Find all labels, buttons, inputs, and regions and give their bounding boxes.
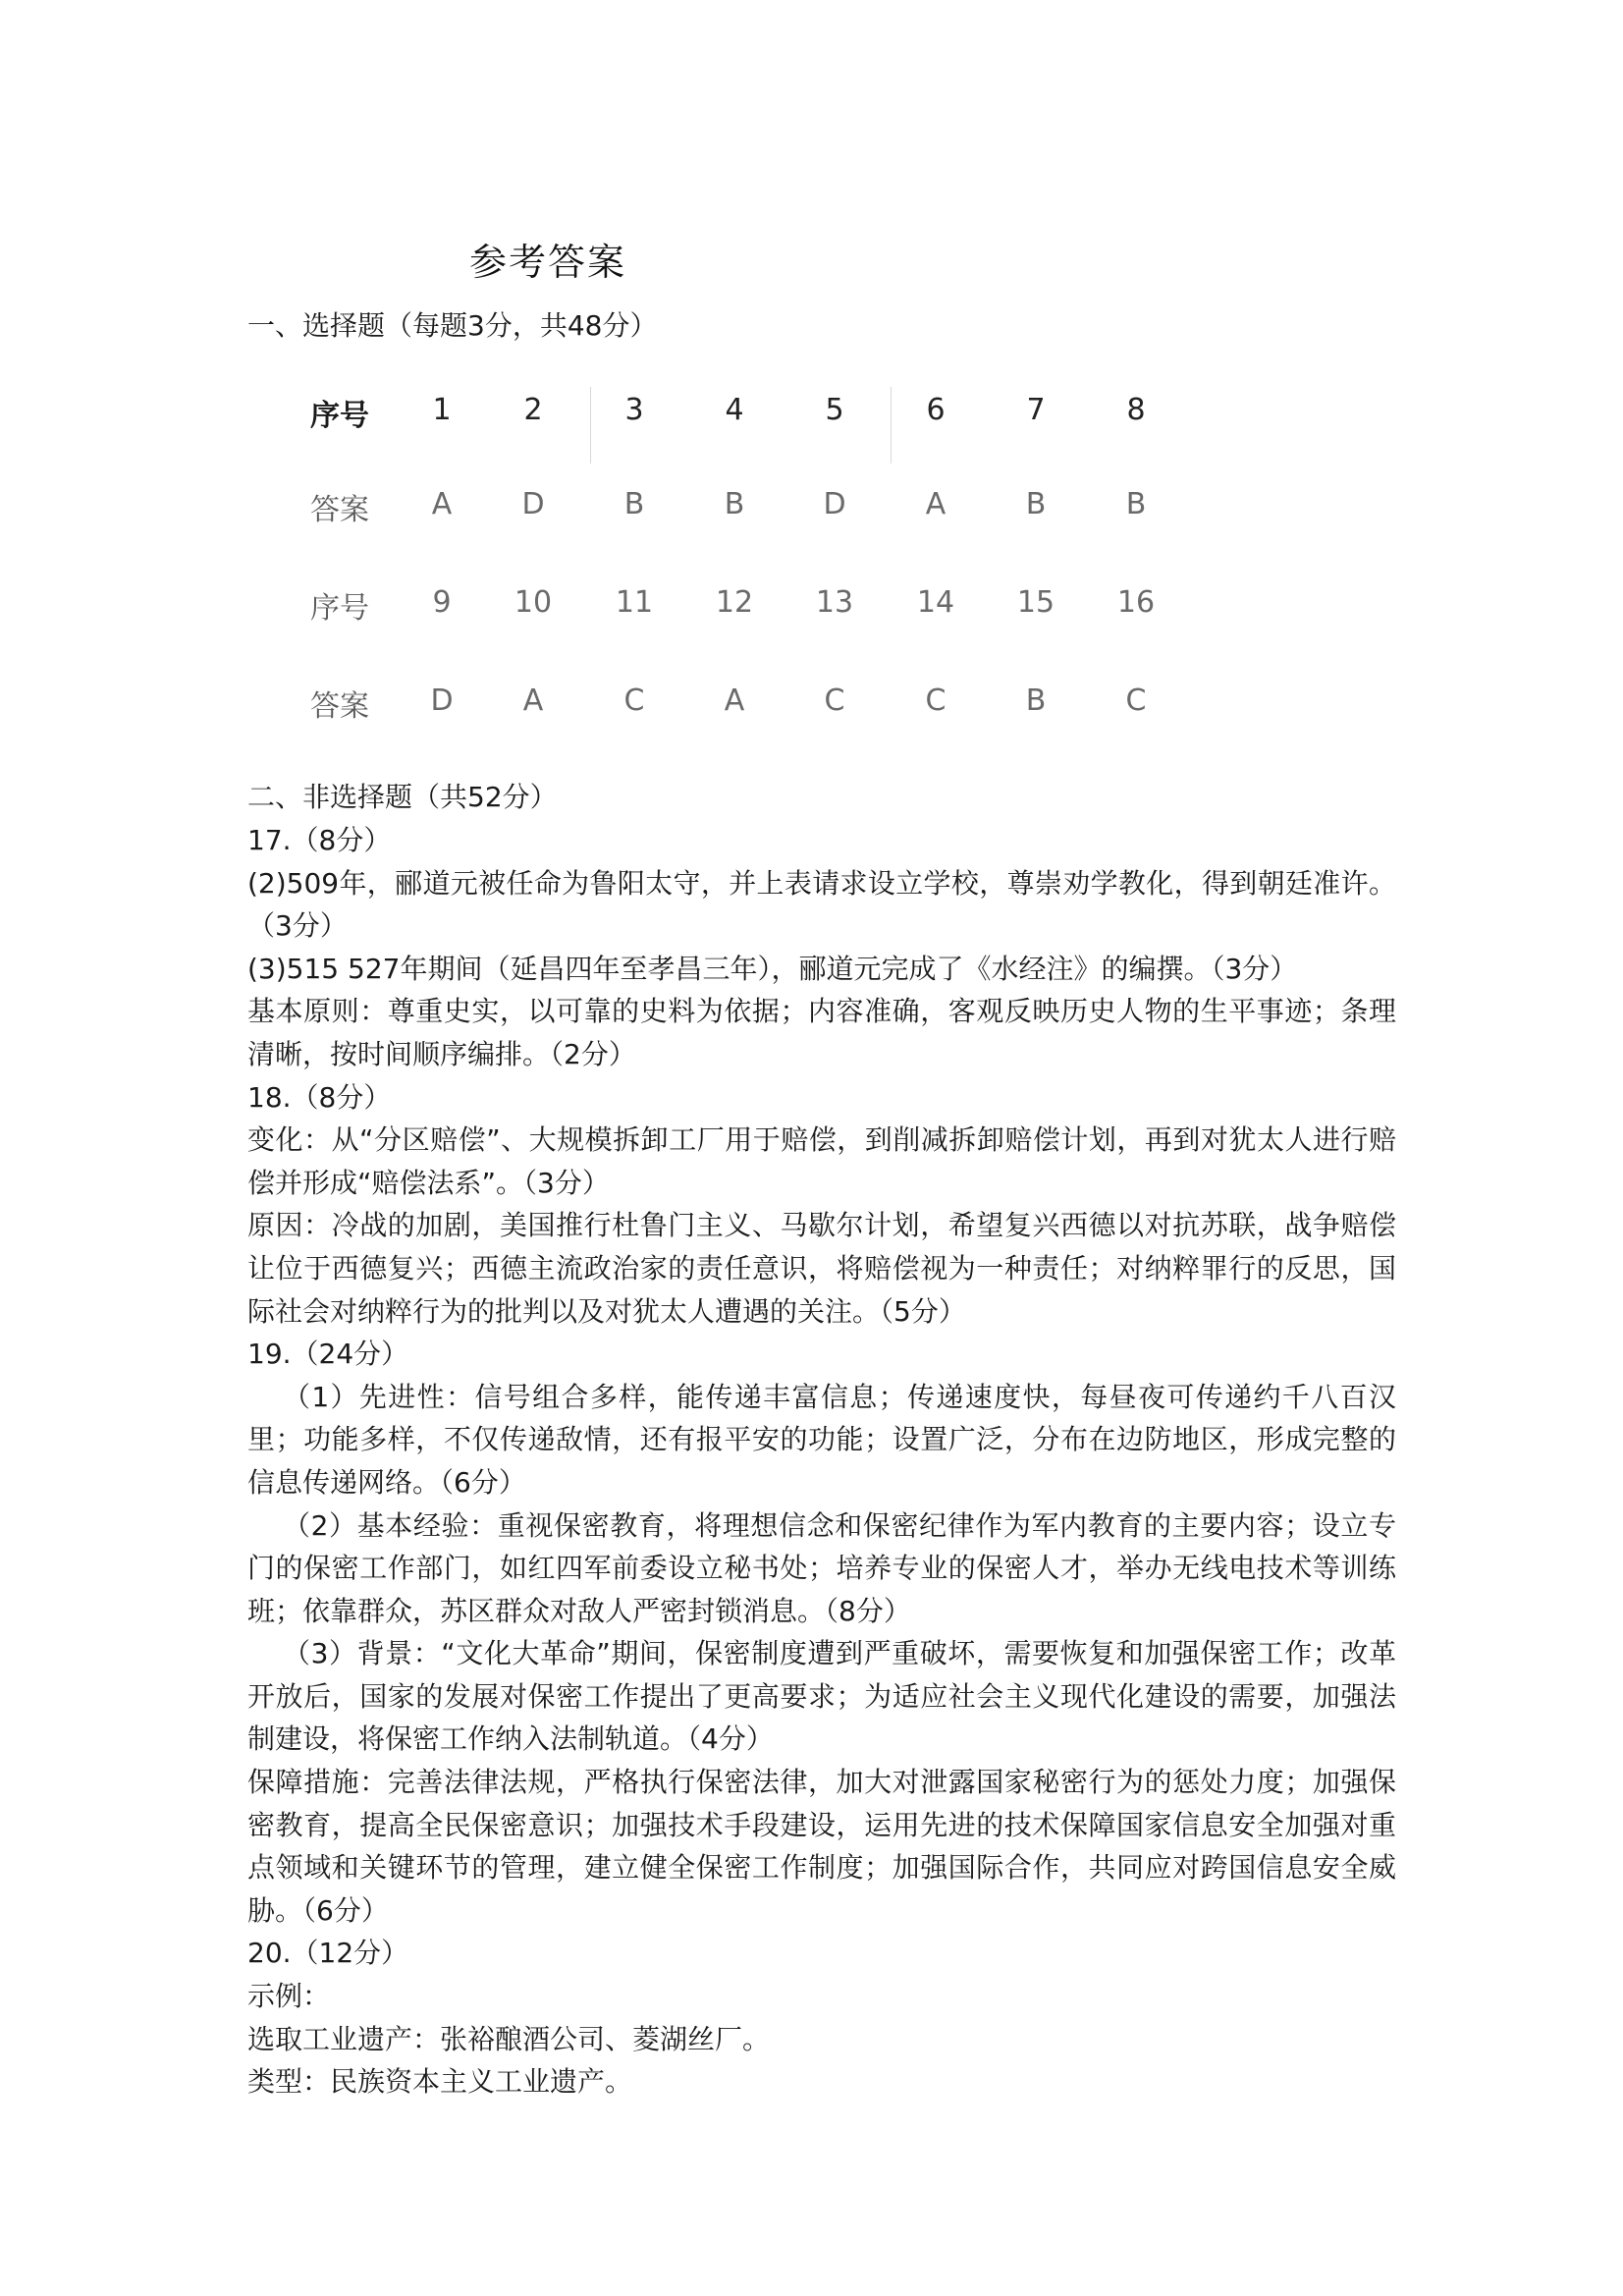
answer-cell: A <box>431 487 453 521</box>
answer-paragraph: 19.（24分） <box>247 1338 409 1371</box>
answer-cell: 5 <box>825 393 844 427</box>
answer-cell: D <box>823 487 846 521</box>
answer-cell: B <box>724 487 745 521</box>
answer-table-row <box>295 682 1178 740</box>
answer-paragraph: 20.（12分） <box>247 1937 409 1970</box>
section-heading-multiple-choice: 一、选择题（每题3分，共48分） <box>247 309 658 342</box>
row-label: 答案 <box>310 493 369 527</box>
answer-table-row <box>295 583 1178 642</box>
answer-paragraph: 变化：从“分区赔偿”、大规模拆卸工厂用于赔偿，到削减拆卸赔偿计划，再到对犹太人进行赔偿并形成“赔偿法系”。（3分） <box>247 1123 1396 1199</box>
answer-table-row <box>295 485 1178 544</box>
row-label: 序号 <box>310 399 369 433</box>
answer-paragraph: (2)509年，郦道元被任命为鲁阳太守，并上表请求设立学校，尊崇劝学教化，得到朝廷准许。（3分） <box>247 866 1396 943</box>
answer-paragraph: 基本原则：尊重史实，以可靠的史料为依据；内容准确，客观反映历史人物的生平事迹；条理清晰，按时间顺序编排。（2分） <box>247 995 1396 1070</box>
answer-cell: B <box>1125 487 1147 521</box>
answer-cell: A <box>724 683 745 718</box>
answer-paragraph: (3)515 527年期间（延昌四年至孝昌三年），郦道元完成了《水经注》的编撰。（3分） <box>247 952 1298 985</box>
answer-cell: 4 <box>725 393 744 427</box>
answer-paragraph: 类型：民族资本主义工业遗产。 <box>247 2065 633 2099</box>
answer-paragraph: （2）基本经验：重视保密教育，将理想信念和保密纪律作为军内教育的主要内容；设立专门的保密工作部门，如红四军前委设立秘书处；培养专业的保密人才，举办无线电技术等训练班；依靠群众，苏区群众对敌人严密封锁消息。（8分） <box>247 1508 1396 1627</box>
answer-cell: 13 <box>815 585 854 620</box>
answer-cell: 7 <box>1026 393 1046 427</box>
answer-cell: C <box>623 683 645 718</box>
answer-cell: 10 <box>514 585 553 620</box>
answer-paragraph: （1）先进性：信号组合多样，能传递丰富信息；传递速度快，每昼夜可传递约千八百汉里；功能多样，不仅传递敌情，还有报平安的功能；设置广泛，分布在边防地区，形成完整的信息传递网络。（6分） <box>247 1380 1396 1499</box>
answer-cell: 12 <box>715 585 754 620</box>
answer-cell: B <box>623 487 645 521</box>
answer-cell: B <box>1025 487 1047 521</box>
answer-cell: 1 <box>432 393 452 427</box>
answer-content <box>247 819 1396 2104</box>
answer-paragraph: 18.（8分） <box>247 1080 392 1114</box>
answer-cell: 16 <box>1116 585 1156 620</box>
answer-cell: 8 <box>1126 393 1146 427</box>
row-label: 序号 <box>310 591 369 626</box>
answer-paragraph: 原因：冷战的加剧，美国推行杜鲁门主义、马歇尔计划，希望复兴西德以对抗苏联，战争赔偿让位于西德复兴；西德主流政治家的责任意识，将赔偿视为一种责任；对纳粹罪行的反思，国际社会对纳粹行为的批判以及对犹太人遭遇的关注。（5分） <box>247 1209 1396 1328</box>
answer-cell: 9 <box>432 585 452 620</box>
answer-cell: A <box>925 487 947 521</box>
table-divider <box>891 387 892 464</box>
answer-paragraph: 17.（8分） <box>247 824 392 856</box>
section-heading-non-choice: 二、非选择题（共52分） <box>247 781 558 813</box>
table-divider <box>590 387 591 464</box>
answer-table-row <box>295 391 1178 450</box>
answer-paragraph: （3）背景：“文化大革命”期间，保密制度遭到严重破坏，需要恢复和加强保密工作；改革开放后，国家的发展对保密工作提出了更高要求；为适应社会主义现代化建设的需要，加强法制建设，将保密工作纳入法制轨道。（4分） <box>247 1637 1396 1756</box>
answer-paragraph: 示例： <box>247 1980 331 2013</box>
row-label: 答案 <box>310 689 369 724</box>
answer-table <box>295 363 1178 746</box>
answer-cell: C <box>1125 683 1147 718</box>
answer-cell: 14 <box>916 585 955 620</box>
answer-cell: D <box>521 487 545 521</box>
answer-cell: 3 <box>624 393 644 427</box>
answer-cell: B <box>1025 683 1047 718</box>
answer-cell: C <box>925 683 947 718</box>
answer-cell: A <box>522 683 544 718</box>
answer-paragraph: 选取工业遗产：张裕酿酒公司、菱湖丝厂。 <box>247 2022 771 2055</box>
answer-cell: D <box>430 683 454 718</box>
answer-paragraph: 保障措施：完善法律法规，严格执行保密法律，加大对泄露国家秘密行为的惩处力度；加强保密教育，提高全民保密意识；加强技术手段建设，运用先进的技术保障国家信息安全加强对重点领域和关键环节的管理，建立健全保密工作制度；加强国际合作，共同应对跨国信息安全威胁。（6分） <box>247 1766 1396 1927</box>
answer-cell: 6 <box>926 393 946 427</box>
answer-cell: 2 <box>523 393 543 427</box>
answer-cell: 15 <box>1016 585 1055 620</box>
page-title: 参考答案 <box>469 241 627 284</box>
answer-cell: C <box>824 683 845 718</box>
answer-cell: 11 <box>615 585 654 620</box>
